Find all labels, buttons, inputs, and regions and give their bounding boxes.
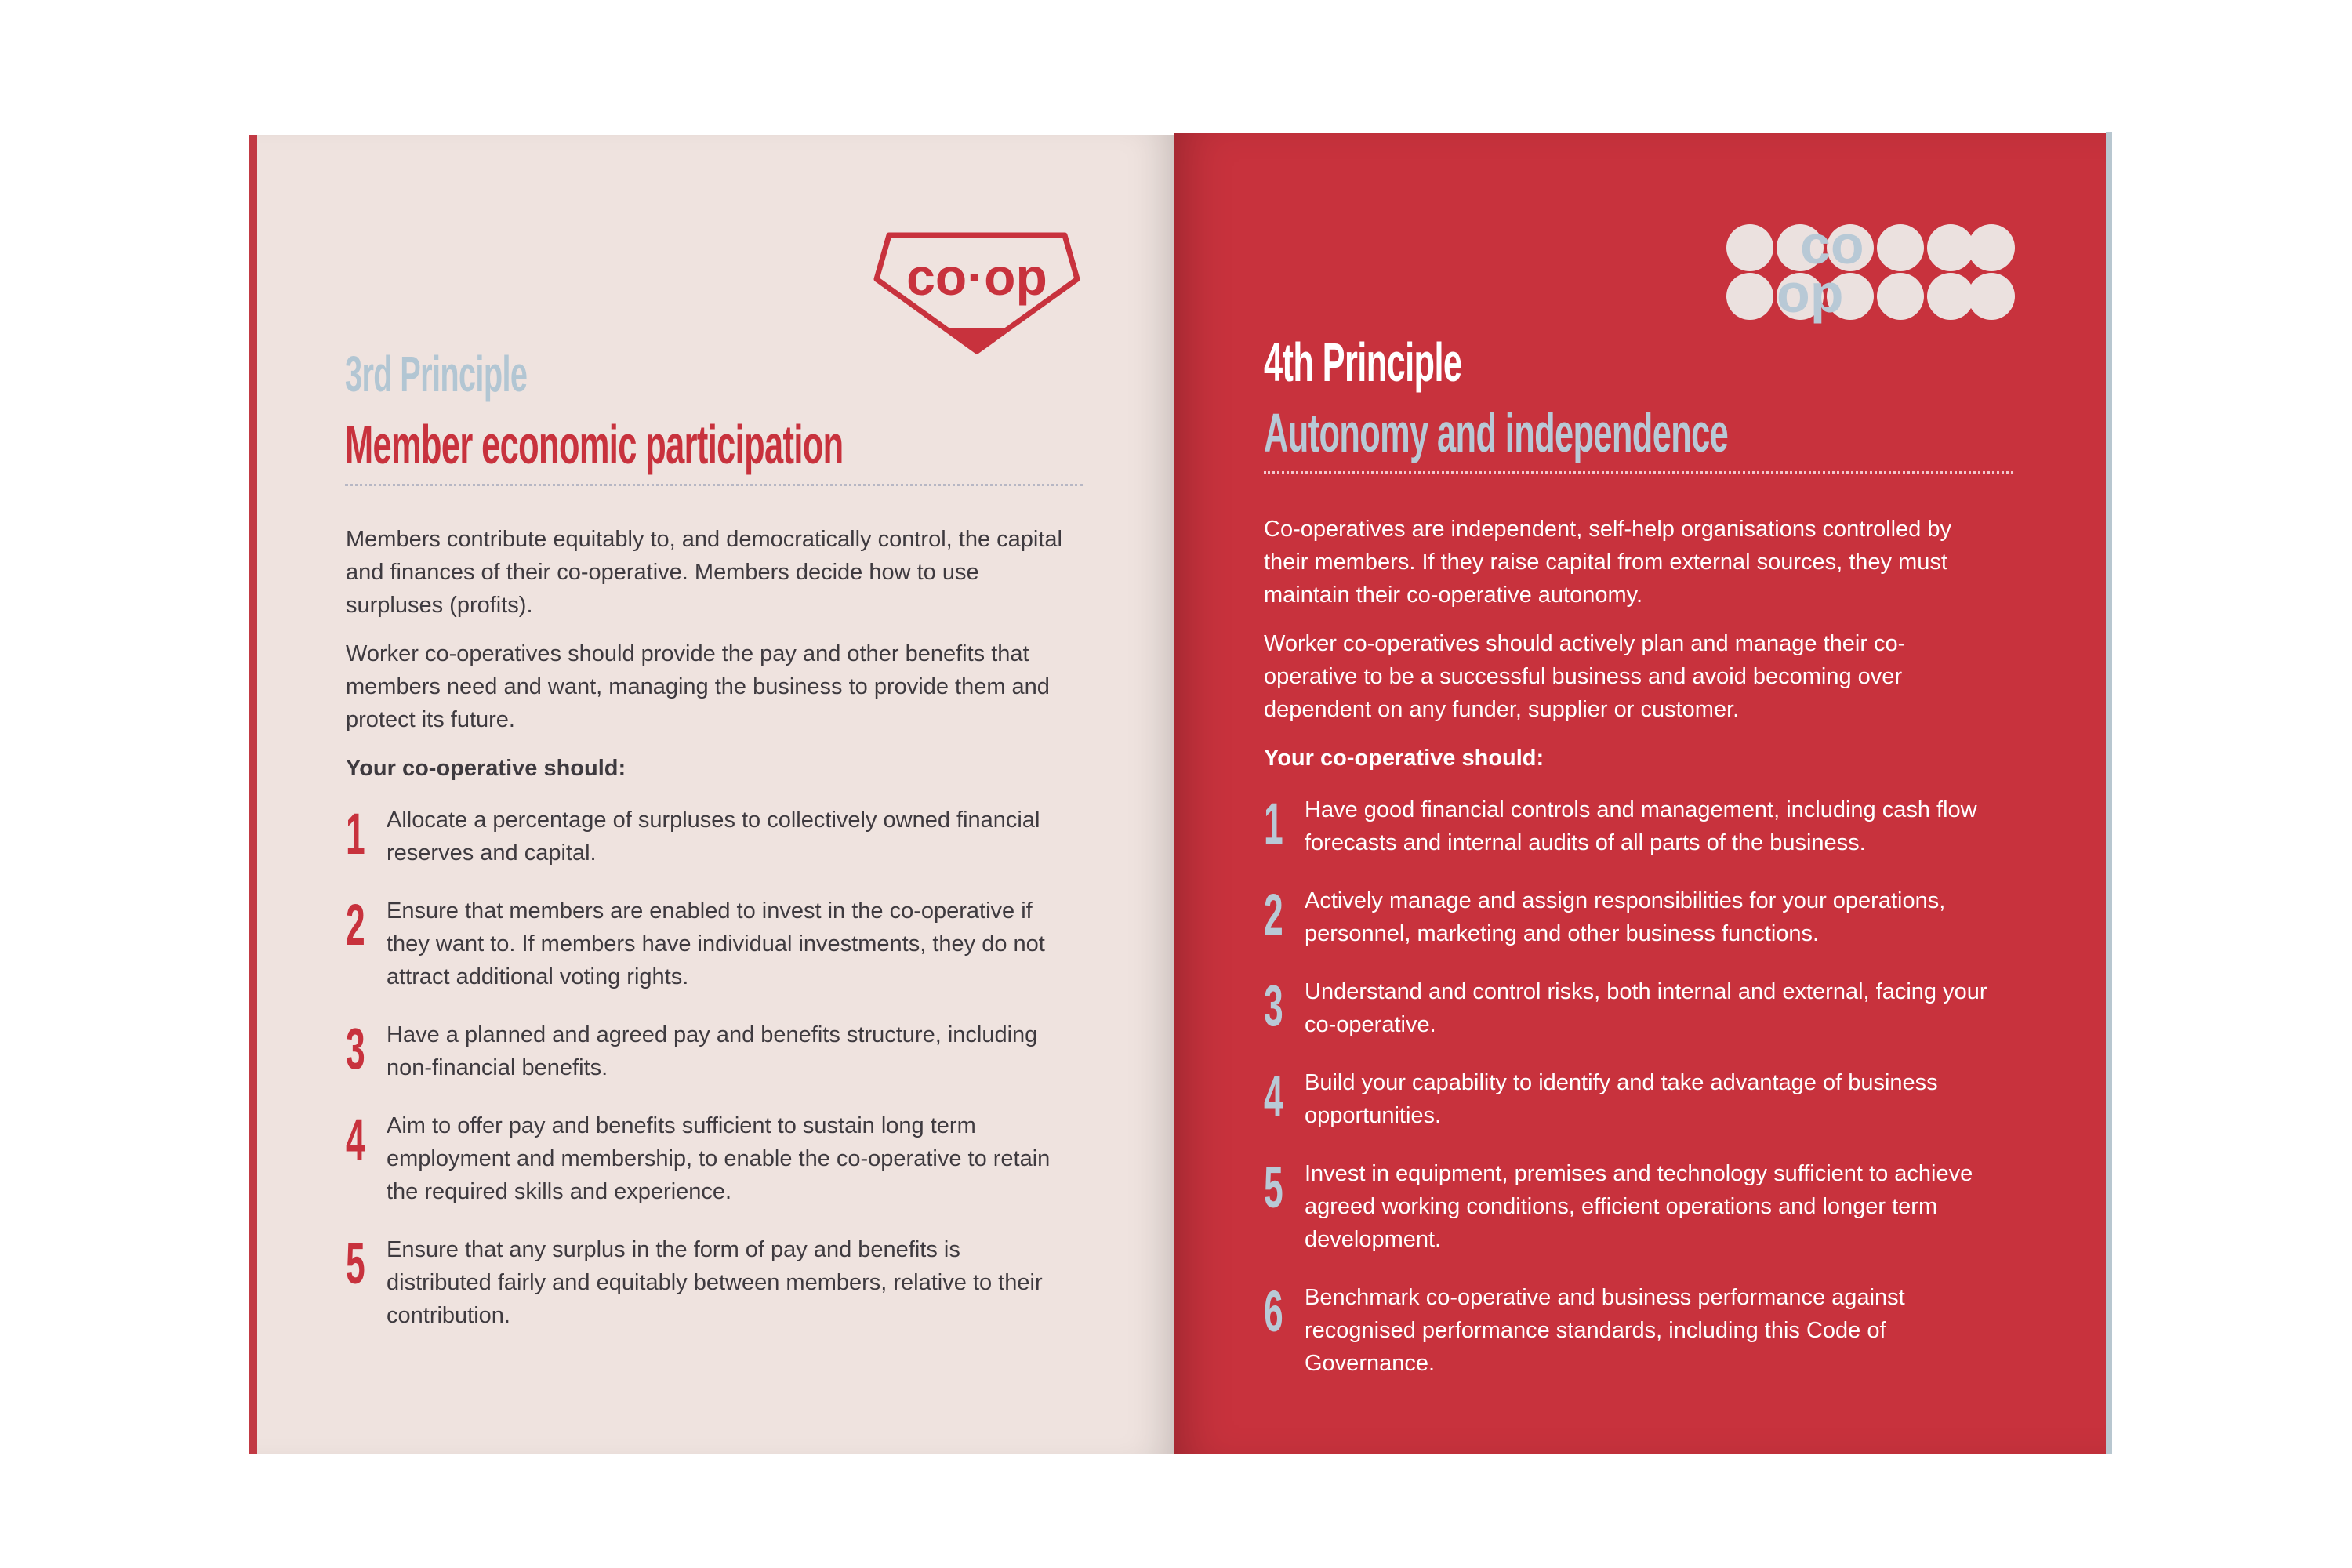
right-dotted-rule [1264, 471, 2013, 474]
list-item [346, 1018, 1067, 1084]
svg-text:op: op [1777, 263, 1844, 324]
item-number: 1 [1264, 791, 1283, 856]
item-number: 6 [1264, 1279, 1283, 1344]
right-page-edge [2106, 132, 2112, 1454]
item-number: 1 [346, 801, 365, 866]
item-text: Understand and control risks, both internal and external, facing your co-operative. [1305, 979, 1987, 1037]
item-text: Allocate a percentage of surpluses to collectively owned financial reserves and capital. [387, 808, 1040, 866]
item-number: 5 [346, 1231, 365, 1296]
item-number: 3 [346, 1016, 365, 1081]
item-number: 2 [346, 892, 365, 957]
list-item [1264, 1157, 1993, 1256]
item-text: Build your capability to identify and take advantage of business opportunities. [1305, 1070, 1938, 1128]
svg-text:co: co [1800, 221, 1864, 275]
right-principle-title: Autonomy and independence [1264, 402, 1729, 463]
left-paragraph: Worker co-operatives should provide the pay and other benefits that members need and want, managing the business to provide them and protect its future. [346, 641, 1050, 732]
coop-badge-logo [872, 229, 1082, 358]
list-item [346, 801, 1067, 869]
left-should-label: Your co-operative should: [346, 756, 626, 781]
item-number: 2 [1264, 882, 1283, 947]
item-text: Actively manage and assign responsibilities for your operations, personnel, marketing and other business functions. [1305, 888, 1946, 946]
list-item [1264, 793, 1993, 859]
item-text: Have a planned and agreed pay and benefits structure, including non-financial benefits. [387, 1022, 1038, 1080]
right-should-label: Your co-operative should: [1264, 746, 1544, 771]
left-principle-title: Member economic participation [345, 414, 844, 475]
right-principle-number: 4th Principle [1264, 332, 1462, 393]
left-body [346, 523, 1067, 1357]
item-text: Aim to offer pay and benefits sufficient to sustain long term employment and membership, to enable the co-operative to retain the required skills and experience. [387, 1113, 1051, 1204]
coop-dots-logo [1726, 221, 2015, 329]
item-number: 3 [1264, 973, 1283, 1038]
right-paragraph: Co-operatives are independent, self-help organisations controlled by their members. If they raise capital from external sources, they must maintain their co-operative autonomy. [1264, 517, 1951, 608]
item-number: 4 [346, 1107, 365, 1172]
item-text: Ensure that any surplus in the form of pay and benefits is distributed fairly and equitably between members, relative to their contribution. [387, 1237, 1043, 1328]
left-paragraph: Members contribute equitably to, and democratically control, the capital and finances of their co-operative. Members decide how to use surpluses (profits). [346, 527, 1062, 618]
list-item [346, 1109, 1067, 1208]
item-text: Benchmark co-operative and business performance against recognised performance standards, including this Code of Governance. [1305, 1285, 1905, 1376]
item-text: Ensure that members are enabled to invest in the co-operative if they want to. If members have individual investments, they do not attract additional voting rights. [387, 898, 1045, 989]
list-item [346, 892, 1067, 993]
left-dotted-rule [345, 484, 1083, 486]
list-item [346, 1233, 1067, 1332]
list-item [1264, 884, 1993, 950]
list-item [1264, 975, 1993, 1041]
svg-text:co·op: co·op [906, 248, 1047, 306]
left-principle-number: 3rd Principle [345, 346, 528, 402]
item-number: 5 [1264, 1155, 1283, 1220]
right-paragraph: Worker co-operatives should actively plan and manage their co-operative to be a successful business and avoid becoming over dependent on any funder, supplier or customer. [1264, 631, 1906, 722]
list-item [1264, 1281, 1993, 1380]
item-text: Invest in equipment, premises and technology sufficient to achieve agreed working conditions, efficient operations and longer term development. [1305, 1161, 1973, 1252]
right-body [1264, 513, 1993, 1405]
item-text: Have good financial controls and management, including cash flow forecasts and internal audits of all parts of the business. [1305, 797, 1977, 855]
item-number: 4 [1264, 1064, 1283, 1129]
list-item [1264, 1066, 1993, 1132]
